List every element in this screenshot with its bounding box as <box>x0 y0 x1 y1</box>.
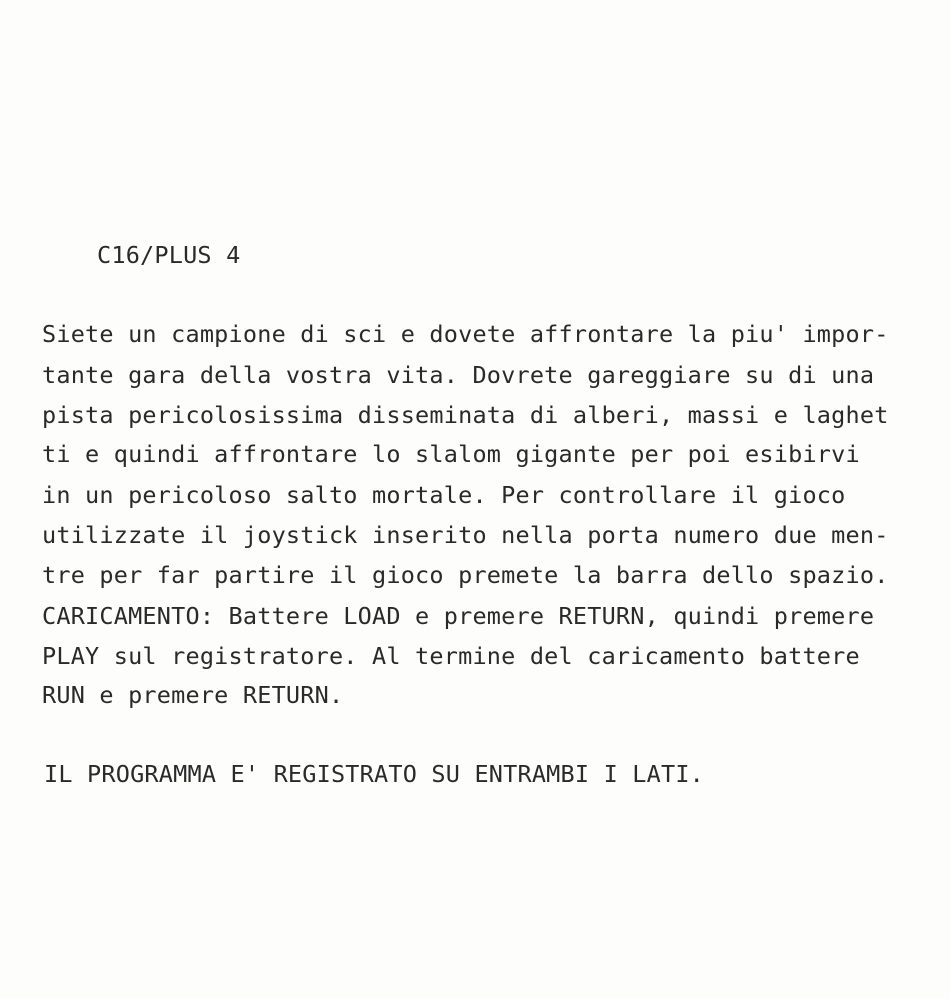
platform-heading: C16/PLUS 4 <box>97 241 241 269</box>
body-line-5: in un pericoloso salto mortale. Per controllare il gioco <box>42 481 846 509</box>
body-line-3: pista pericolosissima disseminata di alberi, massi e laghet <box>42 401 889 429</box>
body-line-1: Siete un campione di sci e dovete affrontare la piu' impor- <box>42 320 889 348</box>
body-line-6: utilizzate il joystick inserito nella porta numero due men- <box>42 521 889 549</box>
loading-instructions-line-1: CARICAMENTO: Battere LOAD e premere RETURN, quindi premere <box>42 602 875 630</box>
body-line-7: tre per far partire il gioco premete la barra dello spazio. <box>42 561 889 589</box>
footer-note: IL PROGRAMMA E' REGISTRATO SU ENTRAMBI I LATI. <box>44 760 705 788</box>
loading-instructions-line-3: RUN e premere RETURN. <box>42 681 344 709</box>
body-line-4: ti e quindi affrontare lo slalom gigante per poi esibirvi <box>42 440 860 468</box>
loading-instructions-line-2: PLAY sul registratore. Al termine del caricamento battere <box>42 642 860 670</box>
body-line-2: tante gara della vostra vita. Dovrete gareggiare su di una <box>42 361 875 389</box>
